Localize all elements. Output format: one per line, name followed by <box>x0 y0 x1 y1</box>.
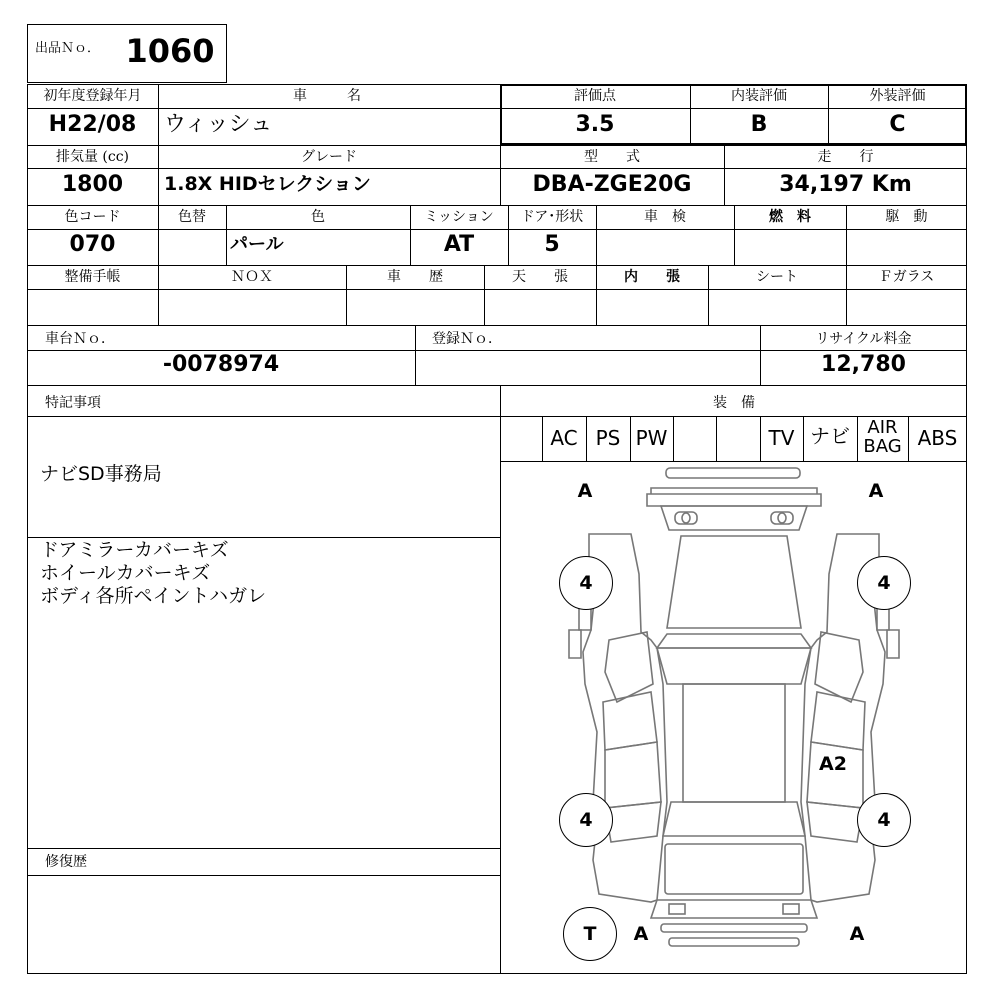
recycle-value: 12,780 <box>821 352 906 377</box>
color-code-value: 070 <box>69 232 116 257</box>
door-label: ドア･形状 <box>520 209 584 225</box>
mileage-value: 34,197 Km <box>779 172 912 197</box>
service-book-label: 整備手帳 <box>64 269 121 285</box>
nox-label: ＮＯＸ <box>231 269 273 285</box>
note-line-2: ホイールカバーキズ <box>40 562 211 584</box>
mileage-label: 走 行 <box>817 149 874 165</box>
first-reg-label: 初年度登録年月 <box>43 88 142 104</box>
tire-rear-right: 4 <box>857 793 911 847</box>
mission-value: AT <box>443 232 475 257</box>
equip-airbag: AIR BAG <box>863 417 902 457</box>
displacement-label: 排気量 (cc) <box>55 149 130 165</box>
tire-front-right: 4 <box>857 556 911 610</box>
equip-ac: AC <box>550 426 578 450</box>
displacement-value: 1800 <box>61 172 124 197</box>
mark-front-left: A <box>577 480 593 502</box>
interior-value: B <box>750 112 768 137</box>
mark-rear-left: A <box>633 923 649 945</box>
mark-rear-right: A <box>849 923 865 945</box>
tire-rear-left: 4 <box>559 793 613 847</box>
car-diagram <box>501 462 967 974</box>
interior-trim-label: 内 張 <box>624 269 680 285</box>
grade-label: グレード <box>301 149 357 165</box>
model-label: 型 式 <box>584 149 640 165</box>
car-name-value: ウィッシュ <box>164 112 273 137</box>
special-notes-label: 特記事項 <box>45 395 101 411</box>
lot-number: 1060 <box>125 32 215 70</box>
chassis-label: 車台Ｎｏ． <box>45 331 115 347</box>
mark-front-right: A <box>868 480 884 502</box>
recycle-label: リサイクル料金 <box>815 331 912 347</box>
model-value: DBA-ZGE20G <box>532 172 692 197</box>
mark-side-a2: A2 <box>819 753 847 775</box>
glass-label: Ｆガラス <box>878 269 935 285</box>
history-label: 車 歴 <box>387 269 443 285</box>
drive-label: 駆 動 <box>885 209 928 225</box>
door-value: 5 <box>544 232 560 257</box>
car-name-label: 車 名 <box>293 88 365 104</box>
equip-ps: PS <box>595 426 621 450</box>
equipment-label: 装 備 <box>713 395 755 411</box>
reg-no-label: 登録Ｎｏ． <box>432 331 502 347</box>
score-label: 評価点 <box>574 88 616 104</box>
note-line-1: ドアミラーカバーキズ <box>40 539 229 561</box>
inspection-label: 車 検 <box>644 209 686 225</box>
interior-label: 内装評価 <box>731 88 787 104</box>
first-reg-value: H22/08 <box>48 112 137 137</box>
color-change-label: 色替 <box>178 209 206 225</box>
repair-history-label: 修復歴 <box>45 854 87 870</box>
chassis-value: -0078974 <box>162 352 280 377</box>
spare-tire: T <box>563 907 617 961</box>
score-value: 3.5 <box>575 112 615 137</box>
equip-abs: ABS <box>917 426 958 450</box>
exterior-label: 外装評価 <box>869 88 926 104</box>
fuel-label: 燃 料 <box>769 209 811 225</box>
roof-label: 天 張 <box>512 269 568 285</box>
color-value: パール <box>230 234 284 255</box>
tire-front-left: 4 <box>559 556 613 610</box>
color-label: 色 <box>311 209 325 225</box>
equip-tv: TV <box>768 426 795 450</box>
color-code-label: 色コード <box>64 209 121 225</box>
exterior-value: C <box>889 112 906 137</box>
equip-navi: ナビ <box>810 424 850 448</box>
seat-label: シート <box>756 269 798 285</box>
special-notes-text: ナビSD事務局 <box>40 463 162 485</box>
note-line-3: ボディ各所ペイントハガレ <box>40 585 267 607</box>
mission-label: ミッション <box>424 209 494 225</box>
grade-value: 1.8X HIDセレクション <box>164 173 371 195</box>
lot-label: 出品Ｎｏ． <box>35 41 101 56</box>
equip-pw: PW <box>635 426 668 450</box>
